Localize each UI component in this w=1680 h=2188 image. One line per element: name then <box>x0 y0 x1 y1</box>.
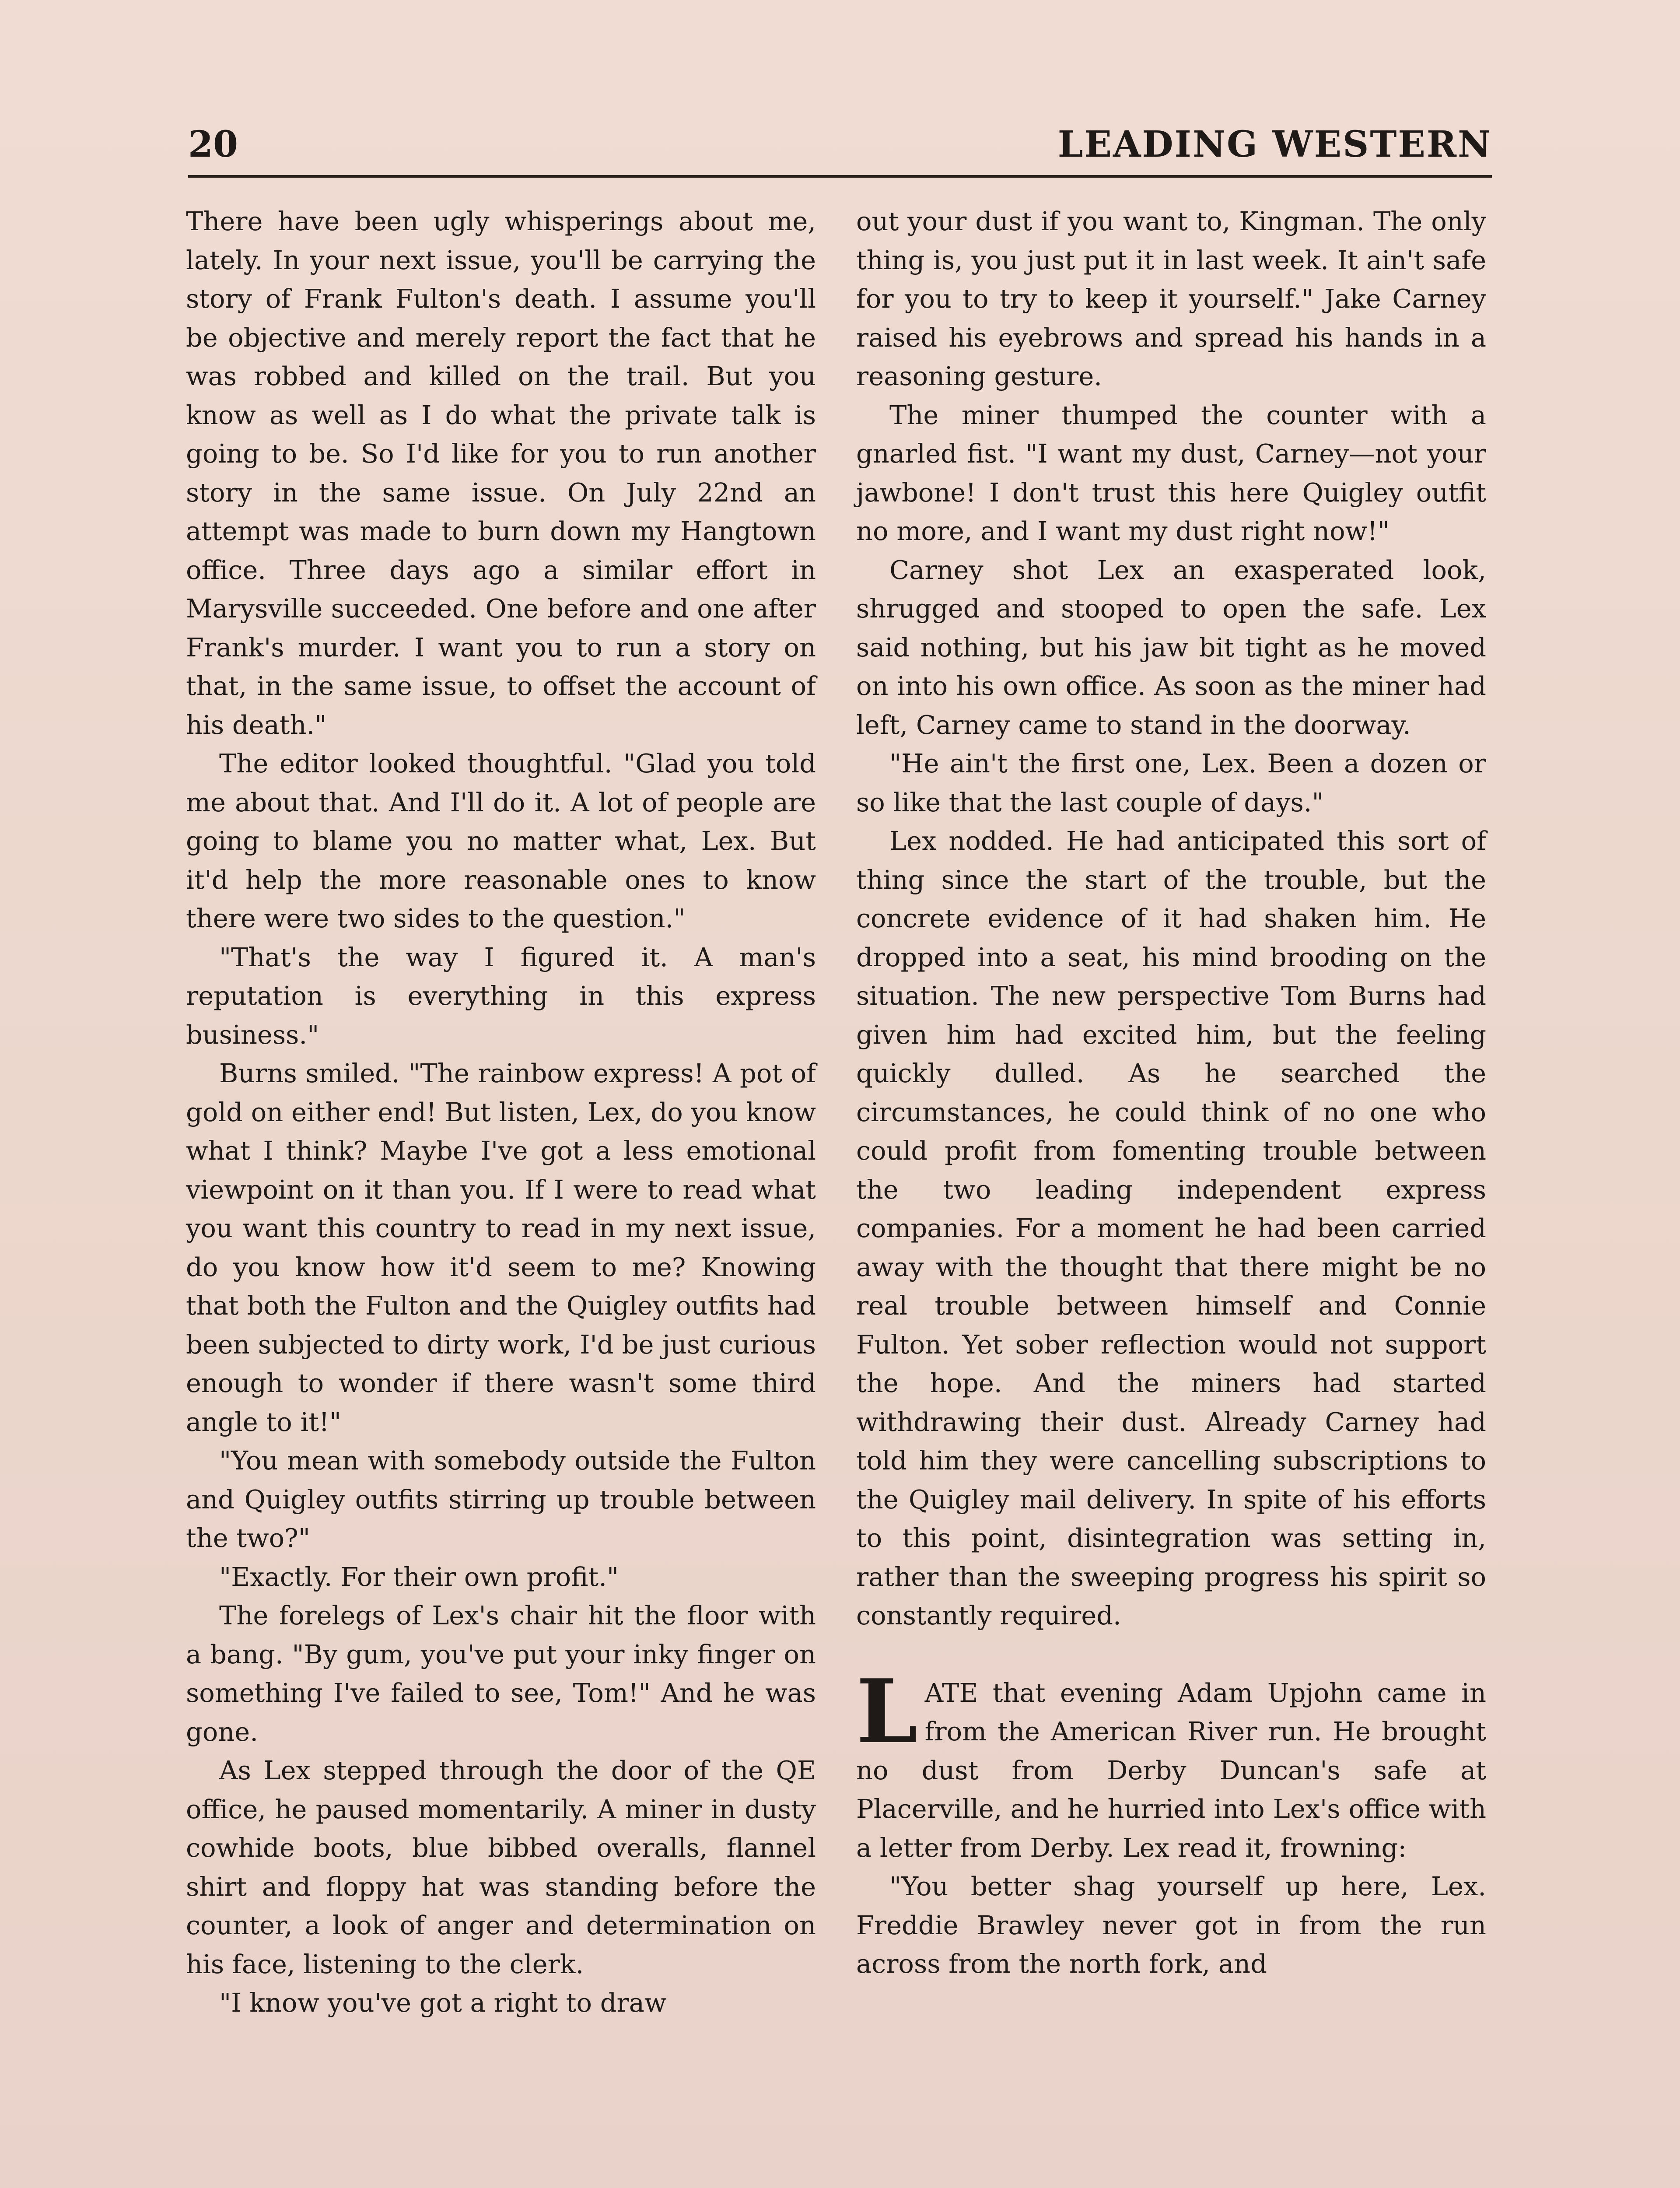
paragraph: Lex nodded. He had anticipated this sort of thing since the start of the trouble, but the concrete evidence of it had shaken him. He dropped into a seat, his mind brooding on the situation. The new perspective Tom Burns had given him had excited him, but the feeling quickly dulled. As he searched the circumstances, he could think of no one who could profit from fomenting trouble between the two leading independent express companies. For a moment he had been carried away with the thought that there might be no real trouble between himself and Connie Fulton. Yet sober reflection would not support the hope. And the miners had started withdrawing their dust. Already Carney had told him they were cancelling subscriptions to the Quigley mail delivery. In spite of his efforts to this point, disintegration was setting in, rather than the sweeping progress his spirit so constantly required. <box>856 826 1486 1630</box>
dropcap-paragraph-text: ATE that evening Adam Upjohn came in from the American River run. He brought no dust from Derby Duncan's safe at Placerville, and he hurried into Lex's office with a letter from Derby. Lex read it, frowning: <box>856 1677 1486 1863</box>
paragraph: Burns smiled. "The rainbow express! A pot of gold on either end! But listen, Lex, do you know what I think? Maybe I've got a less emotional viewpoint on it than you. If I were to read what you want this country to read in my next issue, do you know how it'd seem to me? Knowing that both the Fulton and the Quigley outfits had been subjected to dirty work, I'd be just curious enough to wonder if there wasn't some third angle to it!" <box>186 1058 816 1437</box>
running-title: LEADING WESTERN <box>1057 123 1492 165</box>
paragraph: "You mean with somebody outside the Fulton and Quigley outfits stirring up trouble between the two?" <box>186 1445 816 1553</box>
left-text-column <box>186 202 816 2023</box>
paragraph: The forelegs of Lex's chair hit the floor with a bang. "By gum, you've put your inky finger on something I've failed to see, Tom!" And he was gone. <box>186 1600 816 1747</box>
drop-cap-letter: L <box>856 1660 918 1763</box>
paragraph: "That's the way I figured it. A man's reputation is everything in this express business." <box>186 942 816 1050</box>
page-number: 20 <box>188 123 238 165</box>
paragraph: out your dust if you want to, Kingman. The only thing is, you just put it in last week. It ain't safe for you to try to keep it yourself." Jake Carney raised his eyebrows and spread his hands in a reasoning gesture. <box>856 206 1486 391</box>
paragraph: There have been ugly whisperings about me, lately. In your next issue, you'll be carrying the story of Frank Fulton's death. I assume you'll be objective and merely report the fact that he was robbed and killed on the trail. But you know as well as I do what the private talk is going to be. So I'd like for you to run another story in the same issue. On July 22nd an attempt was made to burn down my Hangtown office. Three days ago a similar effort in Marysville succeeded. One before and one after Frank's murder. I want you to run a story on that, in the same issue, to offset the account of his death." <box>186 206 816 740</box>
paragraph: "He ain't the first one, Lex. Been a dozen or so like that the last couple of days." <box>856 748 1486 817</box>
page-header <box>188 123 1492 178</box>
paragraph: Carney shot Lex an exasperated look, shrugged and stooped to open the safe. Lex said nothing, but his jaw bit tight as he moved on into his own office. As soon as the miner had left, Carney came to stand in the doorway. <box>856 554 1486 740</box>
dropcap-paragraph <box>856 1660 1486 1868</box>
paragraph: "You better shag yourself up here, Lex. Freddie Brawley never got in from the run across from the north fork, and <box>856 1871 1486 1979</box>
section-break <box>856 1635 1486 1674</box>
right-text-column <box>856 202 1486 1984</box>
paragraph: As Lex stepped through the door of the QE office, he paused momentarily. A miner in dusty cowhide boots, blue bibbed overalls, flannel shirt and floppy hat was standing before the counter, a look of anger and determination on his face, listening to the clerk. <box>186 1755 816 1979</box>
paragraph: The miner thumped the counter with a gnarled fist. "I want my dust, Carney—not your jawbone! I don't trust this here Quigley outfit no more, and I want my dust right now!" <box>856 400 1486 546</box>
paragraph: "Exactly. For their own profit." <box>219 1561 619 1592</box>
paragraph: "I know you've got a right to draw <box>219 1988 667 2018</box>
paragraph: The editor looked thoughtful. "Glad you told me about that. And I'll do it. A lot of people are going to blame you no matter what, Lex. But it'd help the more reasonable ones to know there were two sides to the question." <box>186 748 816 933</box>
